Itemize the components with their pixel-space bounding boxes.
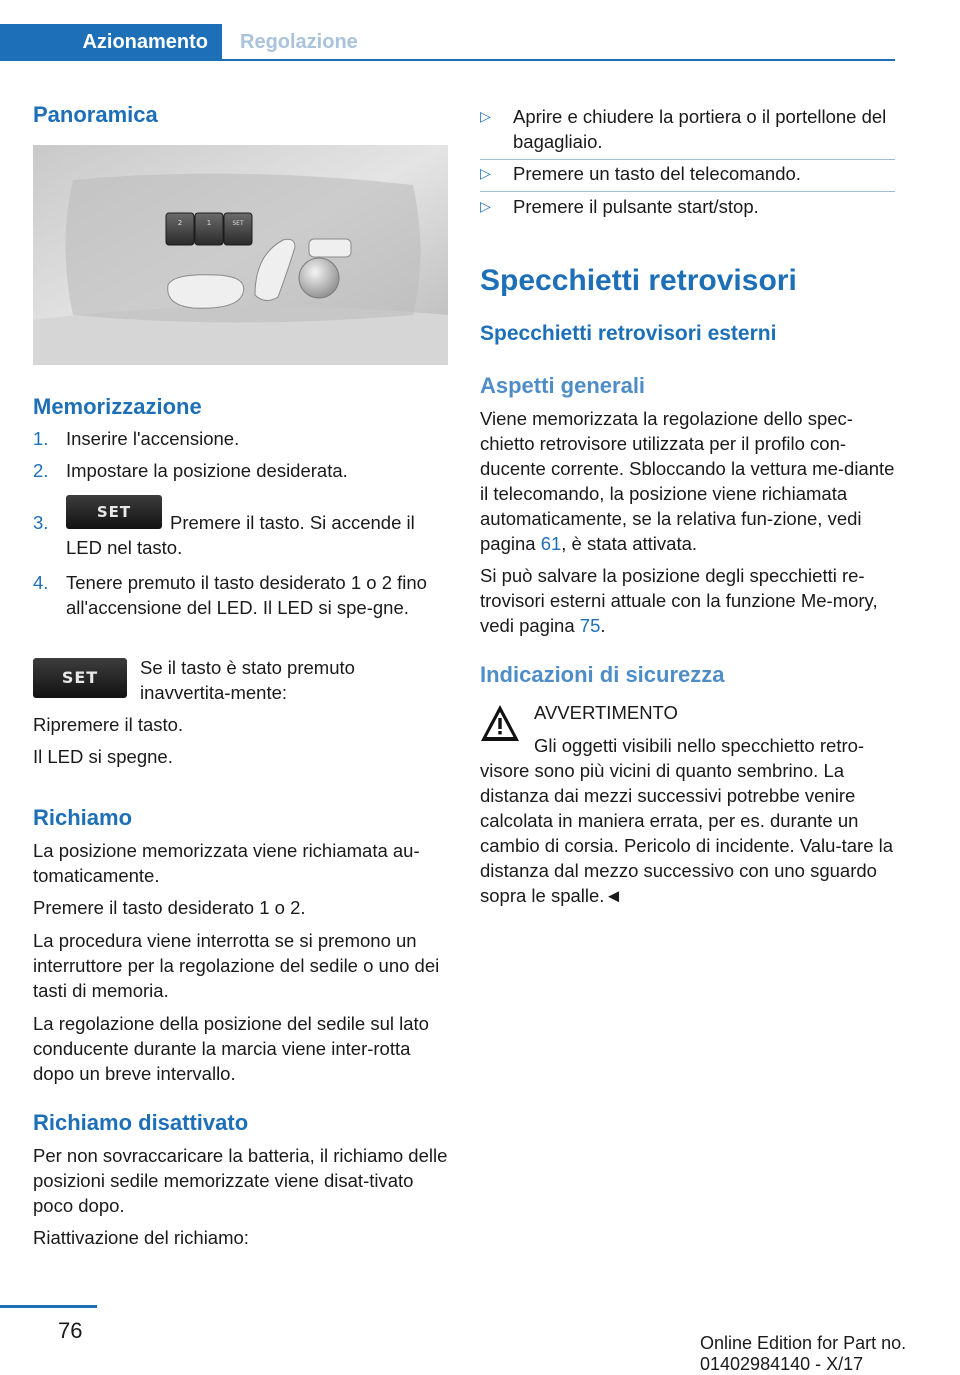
heading-sicurezza: Indicazioni di sicurezza (480, 662, 725, 687)
paragraph: Premere il tasto desiderato 1 o 2. (33, 897, 306, 918)
divider (480, 191, 895, 192)
paragraph: Ripremere il tasto. (33, 714, 184, 735)
heading-memorizzazione: Memorizzazione (33, 394, 202, 419)
footer-divider (0, 1305, 97, 1308)
bullet-text: Aprire e chiudere la portiera o il portellone del bagagliaio. (513, 106, 887, 152)
heading-aspetti-generali: Aspetti generali (480, 373, 646, 398)
edition-text: Online Edition for Part no. 01402984140 - X/17 (700, 1333, 907, 1374)
heading-richiamo-disattivato: Richiamo disattivato (33, 1110, 249, 1135)
set-button-icon: SET (66, 495, 162, 529)
seat-button-2-label: 2 (177, 219, 183, 227)
step-number: 4. (33, 572, 49, 593)
paragraph: Il LED si spegne. (33, 746, 173, 767)
paragraph-text: Si può salvare la posizione degli specchietti re‐trovisori esterni attuale con la funzione Me‐mory, vedi pagina (480, 565, 878, 636)
page-link-75[interactable]: 75 (579, 615, 601, 636)
triangle-bullet-icon: ▷ (480, 165, 491, 181)
paragraph-text: . (600, 615, 606, 636)
step-text: Premere il tasto. Si accende il LED nel tasto. (66, 512, 415, 558)
triangle-bullet-icon: ▷ (480, 108, 491, 124)
note-text: Se il tasto è stato premuto inavvertita‐mente: (140, 657, 355, 703)
heading-specchietti: Specchietti retrovisori (480, 264, 797, 297)
step-number: 1. (33, 428, 49, 449)
list-item (33, 503, 448, 560)
set-button-icon: SET (33, 658, 127, 698)
step-text: Tenere premuto il tasto desiderato 1 o 2 fino all'accensione del LED. Il LED si spe‐gne. (66, 572, 427, 618)
step-number: 2. (33, 460, 49, 481)
divider (480, 159, 895, 160)
paragraph: Riattivazione del richiamo: (33, 1227, 249, 1248)
seat-controls-illustration (33, 145, 448, 365)
paragraph: La regolazione della posizione del sedile sul lato conducente durante la marcia viene inter‐rotta dopo un breve intervallo. (33, 1013, 429, 1084)
heading-richiamo: Richiamo (33, 805, 133, 830)
warning-text: visore sono più vicini di quanto sembrino. La distanza dai mezzi successivi potrebbe venire calcolata in maniera errata, per es. durante un cambio di corsia. Pericolo di incidente. Valu‐tare la distanza dal mezzo successivo con uno sguardo sopra le spalle.◄ (480, 760, 894, 906)
heading-panoramica: Panoramica (33, 102, 158, 127)
seat-button-1-label: 1 (206, 219, 212, 227)
bullet-text: Premere un tasto del telecomando. (513, 163, 801, 184)
paragraph-text: , è stata attivata. (561, 533, 698, 554)
seat-controls-image (33, 145, 448, 365)
triangle-bullet-icon: ▷ (480, 198, 491, 214)
warning-title: AVVERTIMENTO (534, 702, 678, 723)
warning-icon (480, 703, 520, 743)
bullet-text: Premere il pulsante start/stop. (513, 196, 759, 217)
paragraph (480, 406, 895, 556)
paragraph-text: Viene memorizzata la regolazione dello spec‐chietto retrovisore utilizzata per il profilo con‐ducente corrente. Sbloccando la vettura me‐diante il telecomando, la posizione viene richiamata automaticamente, se la relativa fun‐zione, vedi pagina (480, 408, 895, 554)
heading-specchietti-esterni: Specchietti retrovisori esterni (480, 322, 777, 345)
step-text: Inserire l'accensione. (66, 428, 240, 449)
warning-text: Gli oggetti visibili nello specchietto retro‐ (534, 735, 865, 756)
tab-regolazione[interactable]: Regolazione (240, 30, 358, 53)
header-divider (0, 59, 895, 61)
step-text: Impostare la posizione desiderata. (66, 460, 348, 481)
paragraph: Per non sovraccaricare la batteria, il richiamo delle posizioni sedile memorizzate viene disat‐tivato poco dopo. (33, 1145, 448, 1216)
paragraph: La procedura viene interrotta se si premono un interruttore per la regolazione del sedile o uno dei tasti di memoria. (33, 930, 440, 1001)
tab-azionamento[interactable]: Azionamento (0, 24, 222, 60)
page-number: 76 (58, 1318, 83, 1343)
step-number: 3. (33, 512, 49, 533)
page-header (0, 0, 895, 62)
paragraph: La posizione memorizzata viene richiamata au‐tomaticamente. (33, 840, 420, 886)
paragraph (480, 563, 895, 638)
page-link-61[interactable]: 61 (540, 533, 562, 554)
seat-button-set-label: SET (232, 220, 244, 227)
